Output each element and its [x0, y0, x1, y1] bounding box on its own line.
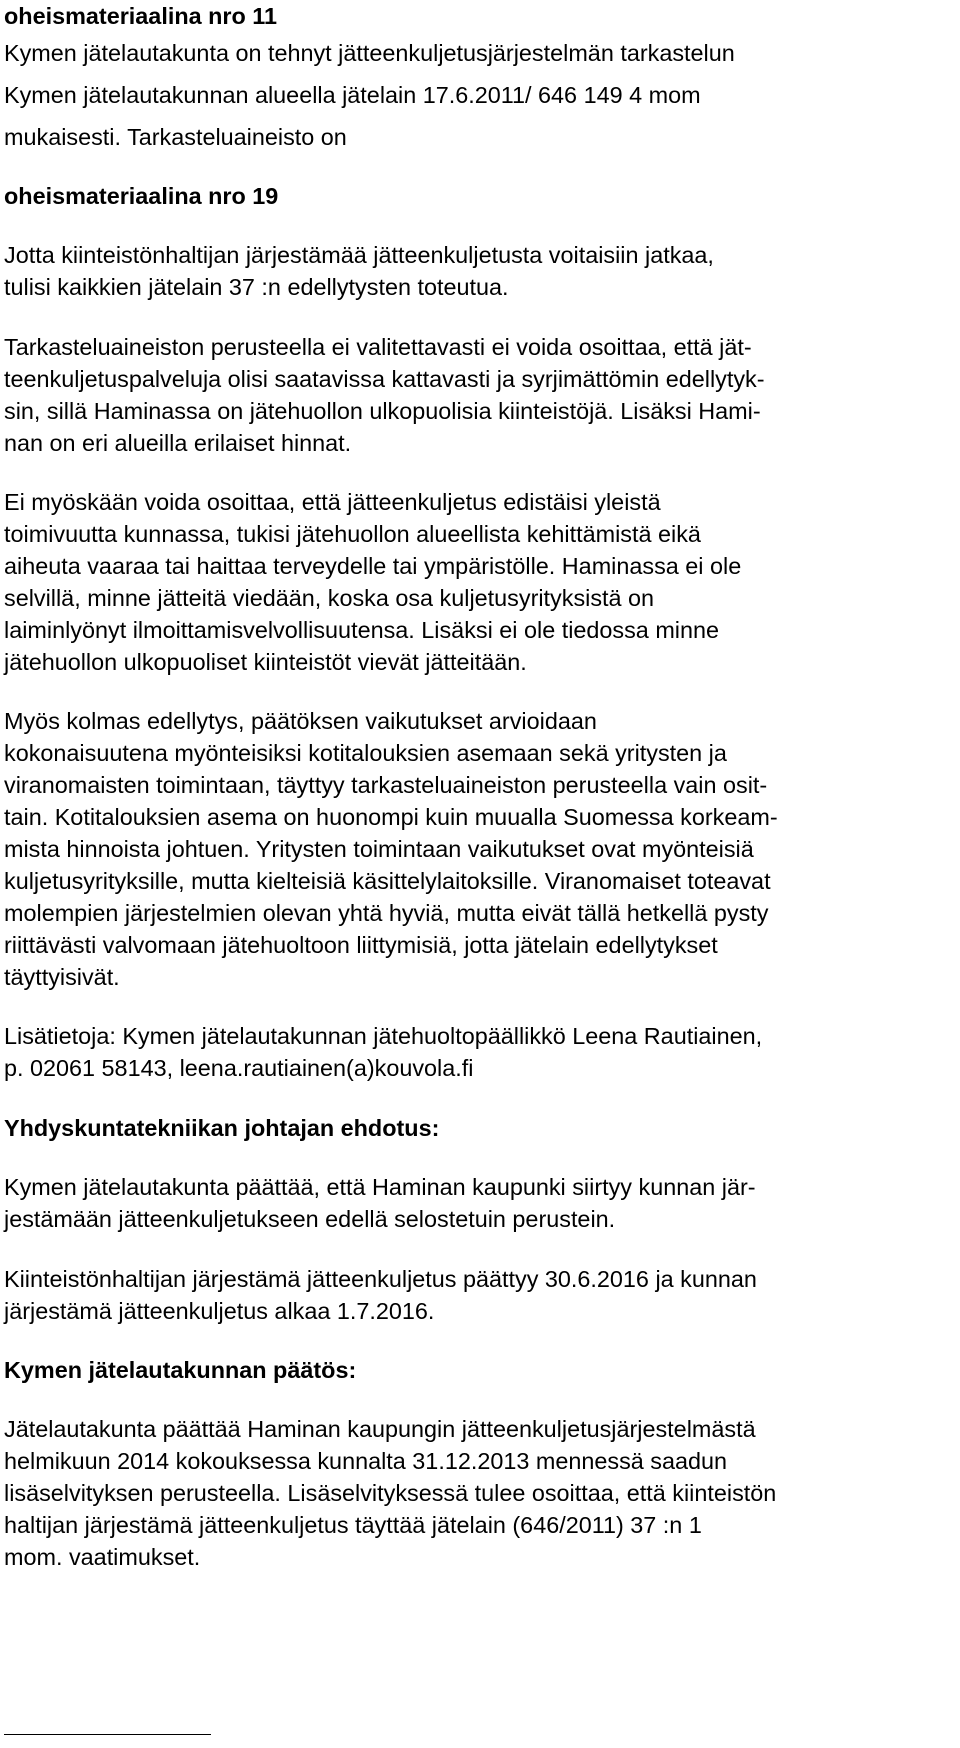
paragraph-3-line-1: Tarkasteluaineiston perusteella ei valitettavasti ei voida osoittaa, että jät- [4, 334, 752, 360]
paragraph-4-line-2: toimivuutta kunnassa, tukisi jätehuollon alueellista kehittämistä eikä [4, 521, 701, 547]
heading-decision: Kymen jätelautakunnan päätös: [4, 1357, 357, 1383]
schedule-line-2: järjestämä jätteenkuljetus alkaa 1.7.2016. [4, 1298, 435, 1324]
paragraph-5-line-3: viranomaisten toimintaan, täyttyy tarkasteluaineiston perusteella vain osit- [4, 772, 768, 798]
paragraph-5-line-1: Myös kolmas edellytys, päätöksen vaikutukset arvioidaan [4, 708, 597, 734]
heading-proposal: Yhdyskuntatekniikan johtajan ehdotus: [4, 1115, 440, 1141]
paragraph-3-line-3: sin, sillä Haminassa on jätehuollon ulkopuolisia kiinteistöjä. Lisäksi Hami- [4, 398, 761, 424]
decision-line-2: helmikuun 2014 kokouksessa kunnalta 31.12.2013 mennessä saadun [4, 1448, 728, 1474]
heading-attachment-11: oheismateriaalina nro 11 [4, 3, 278, 29]
paragraph-5-line-7: molempien järjestelmien olevan yhtä hyviä, mutta eivät tällä hetkellä pysty [4, 900, 769, 926]
heading-attachment-19: oheismateriaalina nro 19 [4, 183, 279, 209]
decision-line-4: haltijan järjestämä jätteenkuljetus täyttää jätelain (646/2011) 37 :n 1 [4, 1512, 702, 1538]
paragraph-4-line-4: selvillä, minne jätteitä viedään, koska osa kuljetusyrityksistä on [4, 585, 655, 611]
decision-line-1: Jätelautakunta päättää Haminan kaupungin jätteenkuljetusjärjestelmästä [4, 1416, 756, 1442]
paragraph-5-line-4: tain. Kotitalouksien asema on huonompi kuin muualla Suomessa korkeam- [4, 804, 778, 830]
paragraph-2-line-2: tulisi kaikkien jätelain 37 :n edellytysten toteutua. [4, 274, 509, 300]
footnote-divider [4, 1734, 211, 1735]
proposal-line-1: Kymen jätelautakunta päättää, että Haminan kaupunki siirtyy kunnan jär- [4, 1174, 756, 1200]
decision-line-3: lisäselvityksen perusteella. Lisäselvityksessä tulee osoittaa, että kiinteistön [4, 1480, 777, 1506]
paragraph-1-line-2: Kymen jätelautakunnan alueella jätelain 17.6.2011/ 646 149 4 mom [4, 82, 701, 108]
paragraph-4-line-5: laiminlyönyt ilmoittamisvelvollisuutensa. Lisäksi ei ole tiedossa minne [4, 617, 720, 643]
paragraph-2-line-1: Jotta kiinteistönhaltijan järjestämää jätteenkuljetusta voitaisiin jatkaa, [4, 242, 714, 268]
paragraph-4-line-6: jätehuollon ulkopuoliset kiinteistöt vievät jätteitään. [4, 649, 527, 675]
contact-info-line-1: Lisätietoja: Kymen jätelautakunnan jätehuoltopäällikkö Leena Rautiainen, [4, 1023, 763, 1049]
paragraph-4-line-3: aiheuta vaaraa tai haittaa terveydelle tai ympäristölle. Haminassa ei ole [4, 553, 742, 579]
paragraph-5-line-6: kuljetusyrityksille, mutta kielteisiä käsittelylaitoksille. Viranomaiset toteavat [4, 868, 771, 894]
paragraph-3-line-2: teenkuljetuspalveluja olisi saatavissa kattavasti ja syrjimättömin edellytyk- [4, 366, 765, 392]
paragraph-3-line-4: nan on eri alueilla erilaiset hinnat. [4, 430, 352, 456]
paragraph-1-line-3: mukaisesti. Tarkasteluaineisto on [4, 124, 347, 150]
paragraph-5-line-2: kokonaisuutena myönteisiksi kotitalouksien asemaan sekä yritysten ja [4, 740, 727, 766]
proposal-line-2: jestämään jätteenkuljetukseen edellä selostetuin perustein. [4, 1206, 616, 1232]
paragraph-5-line-9: täyttyisivät. [4, 964, 120, 990]
contact-info-line-2: p. 02061 58143, leena.rautiainen(a)kouvola.fi [4, 1055, 474, 1081]
paragraph-5-line-5: mista hinnoista johtuen. Yritysten toimintaan vaikutukset ovat myönteisiä [4, 836, 754, 862]
decision-line-5: mom. vaatimukset. [4, 1544, 201, 1570]
schedule-line-1: Kiinteistönhaltijan järjestämä jätteenkuljetus päättyy 30.6.2016 ja kunnan [4, 1266, 757, 1292]
paragraph-1-line-1: Kymen jätelautakunta on tehnyt jätteenkuljetusjärjestelmän tarkastelun [4, 40, 735, 66]
paragraph-4-line-1: Ei myöskään voida osoittaa, että jätteenkuljetus edistäisi yleistä [4, 489, 661, 515]
paragraph-5-line-8: riittävästi valvomaan jätehuoltoon liittymisiä, jotta jätelain edellytykset [4, 932, 718, 958]
